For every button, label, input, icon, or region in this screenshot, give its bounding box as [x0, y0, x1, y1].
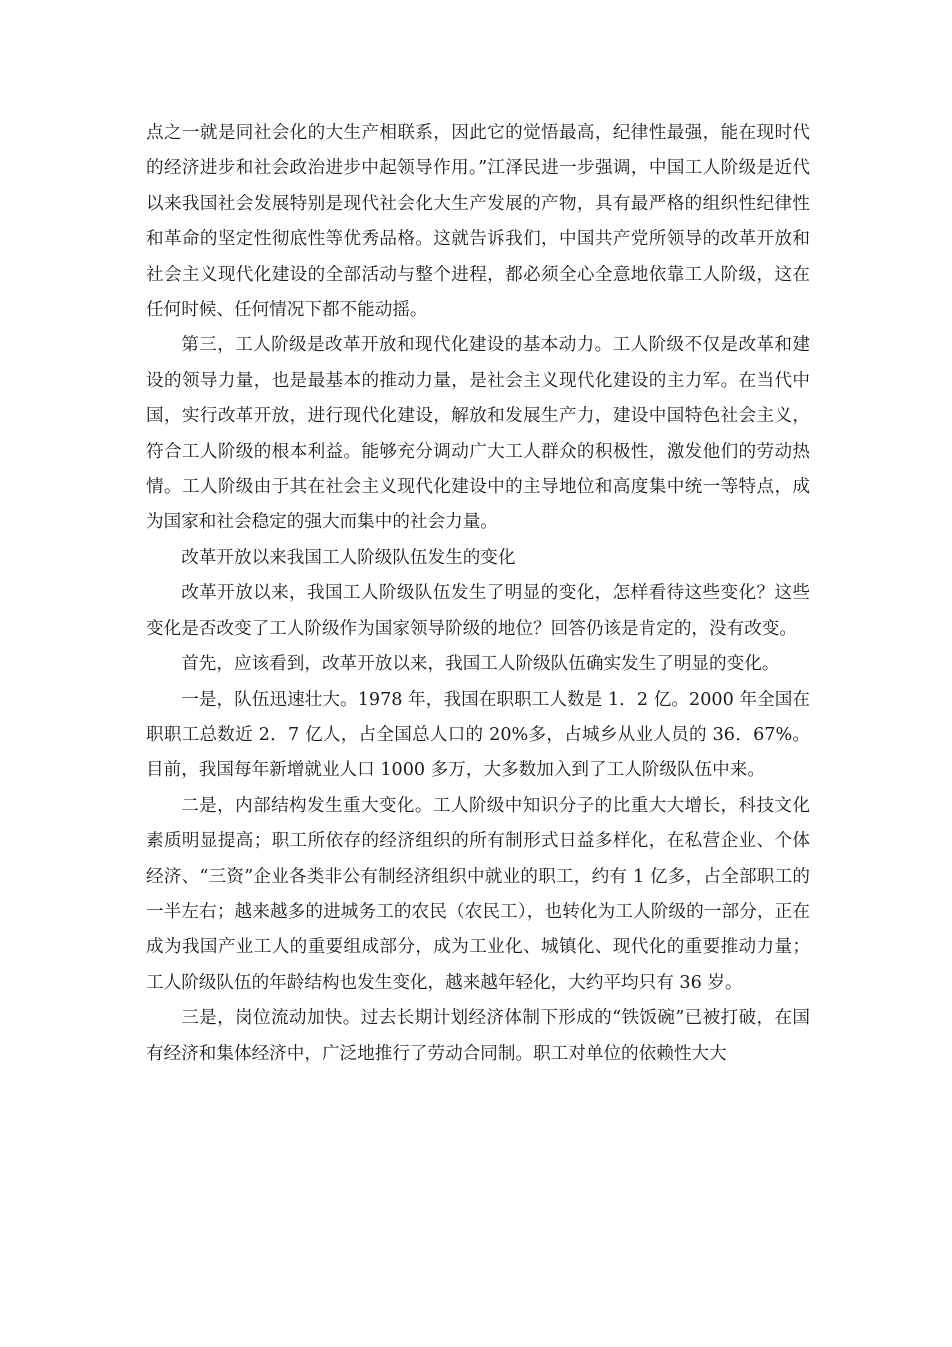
paragraph-point-three: 三是，岗位流动加快。过去长期计划经济体制下形成的“铁饭碗”已被打破，在国有经济和集体经济中，广泛地推行了劳动合同制。职工对单位的依赖性大大 [146, 1008, 810, 1064]
paragraph-first: 首先，应该看到，改革开放以来，我国工人阶级队伍确实发生了明显的变化。 [181, 654, 780, 675]
paragraph-third-point: 第三，工人阶级是改革开放和现代化建设的基本动力。工人阶级不仅是改革和建设的领导力量，也是最基本的推动力量，是社会主义现代化建设的主力军。在当代中国，实行改革开放，进行现代化建设，解放和发展生产力，建设中国特色社会主义，符合工人阶级的根本利益。能够充分调动广大工人群众的积极性，激发他们的劳动热情。工人阶级由于其在社会主义现代化建设中的主导地位和高度集中统一等特点，成为国家和社会稳定的强大而集中的社会力量。 [146, 335, 810, 533]
paragraph-point-two: 二是，内部结构发生重大变化。工人阶级中知识分子的比重大大增长，科技文化素质明显提高；职工所依存的经济组织的所有制形式日益多样化，在私营企业、个体经济、“三资”企业各类非公有制经济组织中就业的职工，约有 1 亿多，占全部职工的一半左右；越来越多的进城务工的农民（农民工），也转化为工人阶级的一部分，正在成为我国产业工人的重要组成部分，成为工业化、城镇化、现代化的重要推动力量；工人阶级队伍的年龄结构也发生变化，越来越年轻化，大约平均只有 36 岁。 [146, 795, 810, 993]
body-text [146, 116, 810, 1072]
paragraph-continuation: 点之一就是同社会化的大生产相联系，因此它的觉悟最高，纪律性最强，能在现时代的经济进步和社会政治进步中起领导作用。”江泽民进一步强调，中国工人阶级是近代以来我国社会发展特别是现代社会化大生产发展的产物，具有最严格的组织性纪律性和革命的坚定性彻底性等优秀品格。这就告诉我们，中国共产党所领导的改革开放和社会主义现代化建设的全部活动与整个进程，都必须全心全意地依靠工人阶级，这在任何时候、任何情况下都不能动摇。 [146, 123, 810, 321]
paragraph-point-one: 一是，队伍迅速壮大。1978 年，我国在职职工人数是 1．2 亿。2000 年全国在职职工总数近 2．7 亿人，占全国总人口的 20%多，占城乡从业人员的 36．67%。目前，我国每年新增就业人口 1000 多万，大多数加入到了工人阶级队伍中来。 [146, 689, 810, 781]
paragraph-intro: 改革开放以来，我国工人阶级队伍发生了明显的变化，怎样看待这些变化？这些变化是否改变了工人阶级作为国家领导阶级的地位？回答仍该是肯定的，没有改变。 [146, 583, 810, 639]
section-heading: 改革开放以来我国工人阶级队伍发生的变化 [181, 547, 516, 568]
